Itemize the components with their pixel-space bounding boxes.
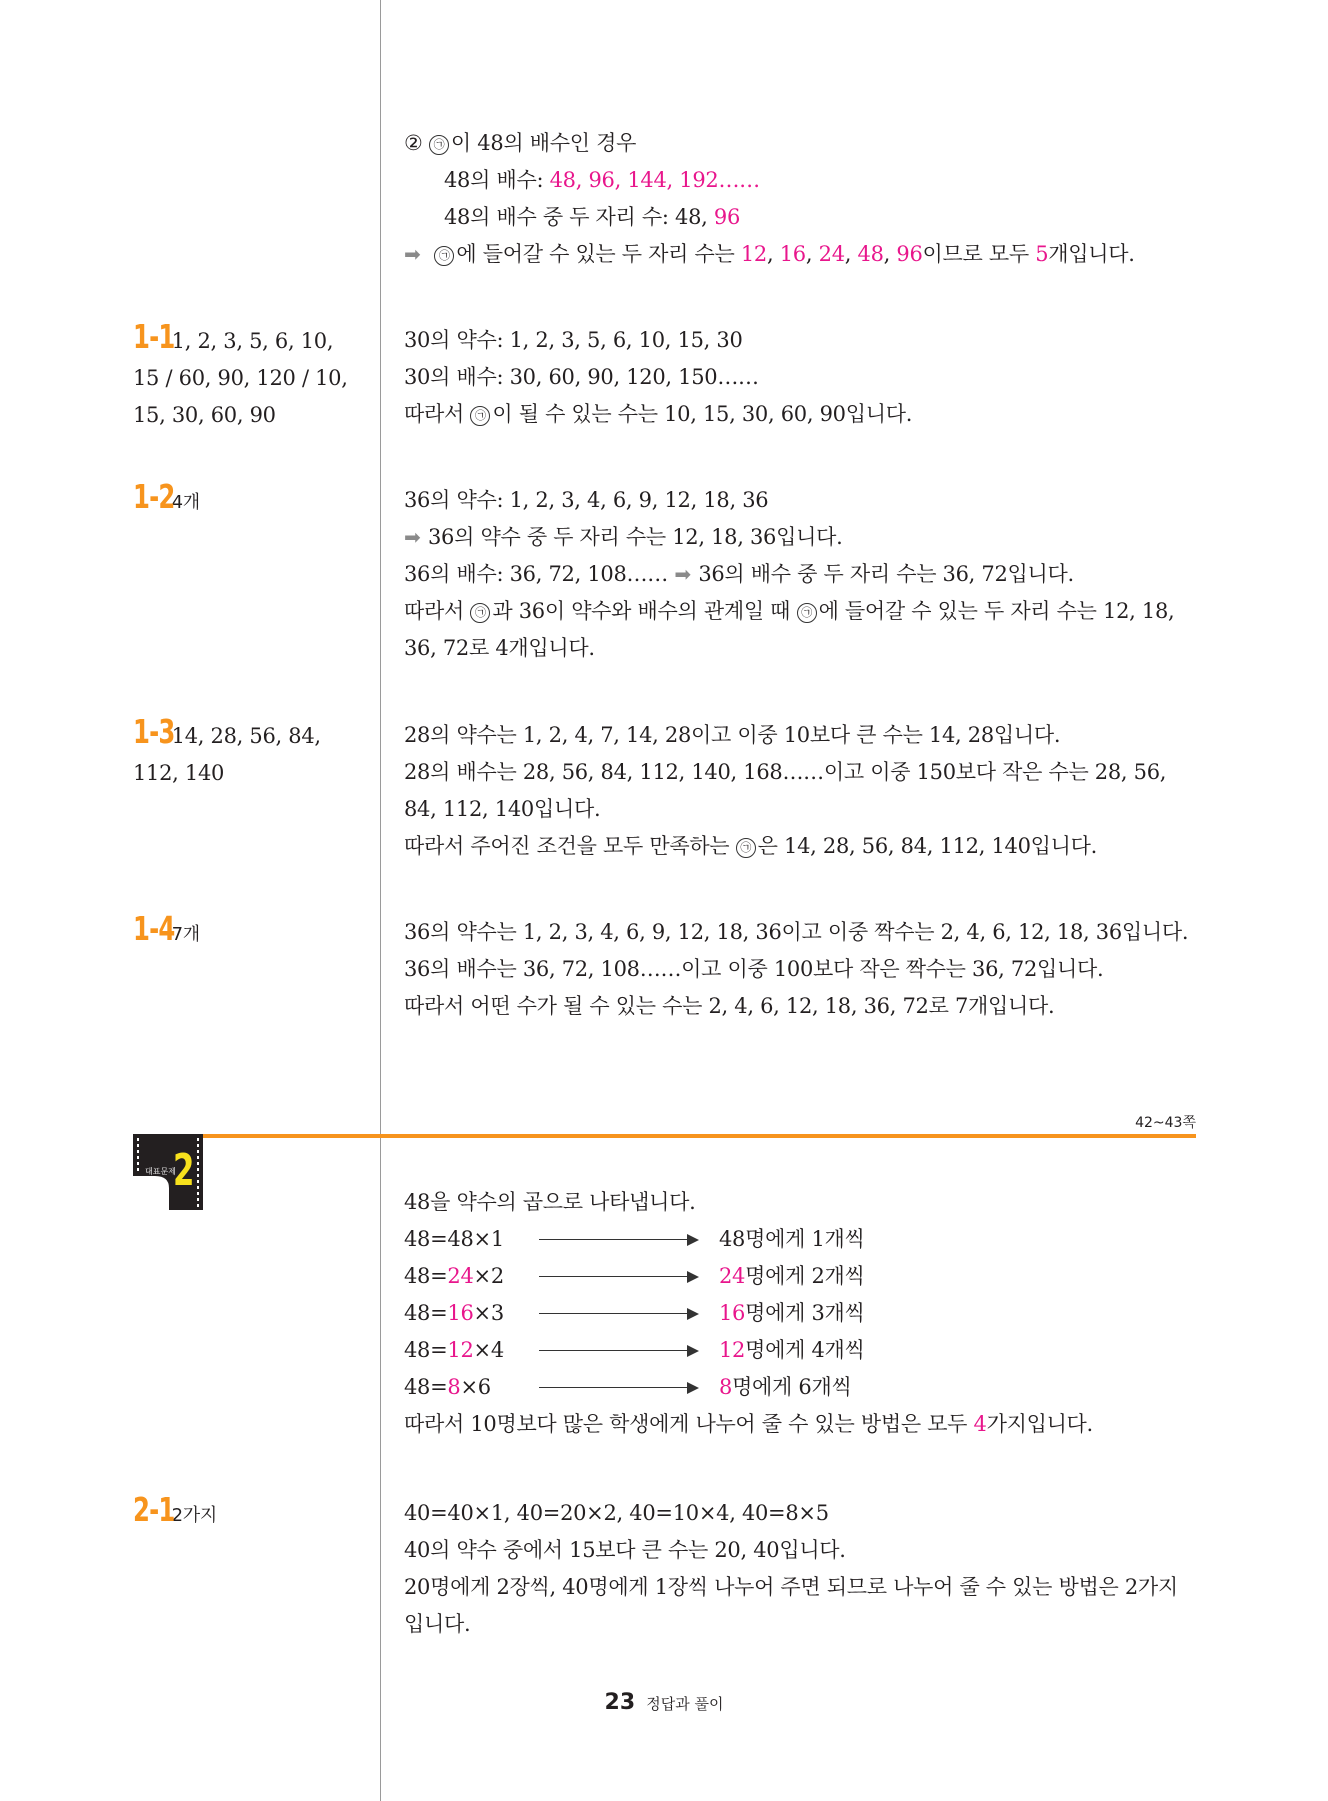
solution-line: 36, 72로 4개입니다. (404, 636, 595, 660)
answer-text: 15, 30, 60, 90 (133, 403, 276, 427)
result-text: 48명에게 1개씩 (719, 1227, 865, 1251)
problem-1-3-answer (133, 713, 373, 792)
badge-number: 2 (173, 1145, 195, 1196)
result-text: 명에게 2개씩 (745, 1264, 865, 1288)
page-footer (0, 1690, 1328, 1715)
problem-1-1-solution (404, 322, 1204, 433)
footer-title: 정답과 풀이 (646, 1695, 724, 1713)
result-text: 명에게 6개씩 (732, 1375, 852, 1399)
distribution-result (719, 1258, 865, 1295)
conclusion-text: 가지입니다. (986, 1412, 1093, 1436)
page-number: 23 (604, 1690, 636, 1715)
arrow-right-icon: ➡ (404, 242, 421, 266)
circled-giyeok-symbol: ㉠ (470, 406, 490, 426)
factor-equation (404, 1332, 539, 1369)
solution-line: 28의 배수는 28, 56, 84, 112, 140, 168……이고 이중 150보다 작은 수는 28, 56, (404, 760, 1167, 784)
solution-line: 28의 약수는 1, 2, 4, 7, 14, 28이고 이중 10보다 큰 수는 14, 28입니다. (404, 723, 1061, 747)
conclusion-text: 개입니다. (1048, 242, 1135, 266)
factor-row (404, 1332, 1204, 1369)
equation-prefix: 48= (404, 1338, 448, 1362)
equation-suffix: ×3 (473, 1301, 504, 1325)
answer-text: 2가지 (171, 1505, 217, 1526)
problem-number: 1-3 (133, 712, 175, 751)
equation-suffix: ×4 (473, 1338, 504, 1362)
long-arrow-right-icon (539, 1304, 699, 1324)
answer-text: 1, 2, 3, 5, 6, 10, (171, 329, 334, 353)
factor-equation (404, 1258, 539, 1295)
value: 96 (896, 242, 923, 266)
continued-solution (404, 125, 1204, 273)
conclusion-line (404, 236, 1204, 273)
separator: , (844, 242, 858, 266)
solution-line: 40의 약수 중에서 15보다 큰 수는 20, 40입니다. (404, 1538, 846, 1562)
solution-text: 따라서 (404, 402, 471, 426)
value: 16 (779, 242, 806, 266)
solution-text: 에 들어갈 수 있는 두 자리 수는 12, 18, (818, 599, 1175, 623)
factor-equation (404, 1369, 539, 1406)
solution-line: 48을 약수의 곱으로 나타냅니다. (404, 1190, 696, 1214)
equation-highlight: 12 (447, 1338, 474, 1362)
conclusion-line (404, 1406, 1204, 1443)
problem-1-4-answer (133, 910, 373, 953)
answer-text: 4개 (171, 492, 200, 513)
page-range: 42~43쪽 (1135, 1115, 1196, 1131)
arrow-right-icon: ➡ (404, 525, 421, 549)
circled-giyeok-symbol: ㉠ (429, 135, 449, 155)
factor-table (404, 1221, 1204, 1406)
solution-text: 36의 배수: 36, 72, 108…… (404, 562, 675, 586)
solution-line: 20명에게 2장씩, 40명에게 1장씩 나누어 주면 되므로 나누어 줄 수 있는 방법은 2가지 (404, 1575, 1178, 1599)
result-text: 명에게 3개씩 (745, 1301, 865, 1325)
answer-text: 14, 28, 56, 84, (171, 724, 321, 748)
result-highlight: 8 (719, 1375, 733, 1399)
equation-prefix: 48= (404, 1227, 448, 1251)
circled-giyeok-symbol: ㉠ (434, 246, 454, 266)
long-arrow-right-icon (539, 1341, 699, 1361)
factor-row (404, 1295, 1204, 1332)
solution-line: 84, 112, 140입니다. (404, 797, 601, 821)
factor-equation (404, 1295, 539, 1332)
solution-text: 36의 배수 중 두 자리 수는 36, 72입니다. (698, 562, 1074, 586)
value: 12 (740, 242, 767, 266)
distribution-result (719, 1332, 865, 1369)
solution-text: 은 14, 28, 56, 84, 112, 140입니다. (757, 834, 1097, 858)
solution-text: 따라서 주어진 조건을 모두 만족하는 (404, 834, 736, 858)
long-arrow-right-icon (539, 1230, 699, 1250)
answer-text: 15 / 60, 90, 120 / 10, (133, 366, 348, 390)
conclusion-text: 에 들어갈 수 있는 두 자리 수는 (456, 242, 741, 266)
multiples-line (404, 162, 1204, 199)
two-digit-multiples-line (404, 199, 1204, 236)
problem-number: 2-1 (133, 1490, 175, 1529)
section-divider (133, 1134, 1196, 1138)
equation-highlight: 8 (447, 1375, 461, 1399)
circled-number-2: ② (404, 131, 423, 155)
value: 48 (857, 242, 884, 266)
separator: , (766, 242, 780, 266)
multiples-label: 48의 배수: (444, 168, 550, 192)
conclusion-text: 따라서 10명보다 많은 학생에게 나누어 줄 수 있는 방법은 모두 (404, 1412, 974, 1436)
problem-number: 1-1 (133, 317, 175, 356)
equation-suffix: 48×1 (447, 1227, 504, 1251)
equation-suffix: ×2 (473, 1264, 504, 1288)
result-highlight: 24 (719, 1264, 746, 1288)
separator: , (883, 242, 897, 266)
solution-text: 과 36이 약수와 배수의 관계일 때 (492, 599, 797, 623)
badge-label: 대표문제 (145, 1167, 176, 1176)
problem-2-1-answer (133, 1491, 373, 1534)
problem-1-4-solution (404, 914, 1204, 1025)
solution-line: 40=40×1, 40=20×2, 40=10×4, 40=8×5 (404, 1501, 829, 1525)
solution-line: 30의 약수: 1, 2, 3, 5, 6, 10, 15, 30 (404, 328, 743, 352)
problem-1-2-answer (133, 478, 373, 521)
result-highlight: 16 (719, 1301, 746, 1325)
result-text: 명에게 4개씩 (745, 1338, 865, 1362)
equation-highlight: 24 (447, 1264, 474, 1288)
solution-line: 따라서 어떤 수가 될 수 있는 수는 2, 4, 6, 12, 18, 36, 72로 7개입니다. (404, 994, 1055, 1018)
case-heading-text: 이 48의 배수인 경우 (450, 131, 637, 155)
solution-line: 36의 약수는 1, 2, 3, 4, 6, 9, 12, 18, 36이고 이중 짝수는 2, 4, 6, 12, 18, 36입니다. (404, 920, 1189, 944)
circled-giyeok-symbol: ㉠ (470, 603, 490, 623)
answer-text: 7개 (171, 924, 200, 945)
solution-text: 이 될 수 있는 수는 10, 15, 30, 60, 90입니다. (492, 402, 913, 426)
equation-prefix: 48= (404, 1264, 448, 1288)
problem-1-1-answer (133, 318, 373, 434)
solution-line (404, 396, 1204, 433)
equation-prefix: 48= (404, 1375, 448, 1399)
problem-number: 1-4 (133, 909, 175, 948)
problem-1-2-solution (404, 482, 1204, 667)
solution-line (404, 519, 1204, 556)
distribution-result (719, 1369, 851, 1406)
solution-text: 따라서 (404, 599, 471, 623)
circled-giyeok-symbol: ㉠ (736, 838, 756, 858)
long-arrow-right-icon (539, 1267, 699, 1287)
circled-giyeok-symbol: ㉠ (797, 603, 817, 623)
case-heading (404, 125, 1204, 162)
distribution-result (719, 1221, 865, 1258)
column-divider (380, 0, 381, 1801)
count-value: 4 (973, 1412, 987, 1436)
factor-equation (404, 1221, 539, 1258)
distribution-result (719, 1295, 865, 1332)
equation-suffix: ×6 (460, 1375, 491, 1399)
result-highlight: 12 (719, 1338, 746, 1362)
multiples-values: 48, 96, 144, 192…… (549, 168, 760, 192)
solution-line: 36의 약수: 1, 2, 3, 4, 6, 9, 12, 18, 36 (404, 488, 769, 512)
answer-text: 112, 140 (133, 761, 225, 785)
solution-line (404, 593, 1204, 630)
arrow-right-icon: ➡ (674, 562, 691, 586)
problem-number: 1-2 (133, 477, 175, 516)
solution-line: 30의 배수: 30, 60, 90, 120, 150…… (404, 365, 759, 389)
long-arrow-right-icon (539, 1378, 699, 1398)
solution-line (404, 828, 1204, 865)
rep-problem-2-solution (404, 1184, 1204, 1443)
problem-1-3-solution (404, 717, 1204, 865)
equation-prefix: 48= (404, 1301, 448, 1325)
count-value: 5 (1035, 242, 1049, 266)
solution-line: 입니다. (404, 1612, 471, 1636)
solution-line (404, 556, 1204, 593)
value: 24 (818, 242, 845, 266)
problem-2-1-solution (404, 1495, 1204, 1643)
factor-row (404, 1221, 1204, 1258)
factor-row (404, 1258, 1204, 1295)
equation-highlight: 16 (447, 1301, 474, 1325)
two-digit-value: 96 (713, 205, 741, 229)
factor-row (404, 1369, 1204, 1406)
solution-line: 36의 배수는 36, 72, 108……이고 이중 100보다 작은 짝수는 36, 72입니다. (404, 957, 1104, 981)
separator: , (805, 242, 819, 266)
representative-problem-badge (133, 1134, 203, 1210)
two-digit-label: 48의 배수 중 두 자리 수: 48, (444, 205, 714, 229)
conclusion-text: 이므로 모두 (922, 242, 1036, 266)
solution-text: 36의 약수 중 두 자리 수는 12, 18, 36입니다. (428, 525, 843, 549)
